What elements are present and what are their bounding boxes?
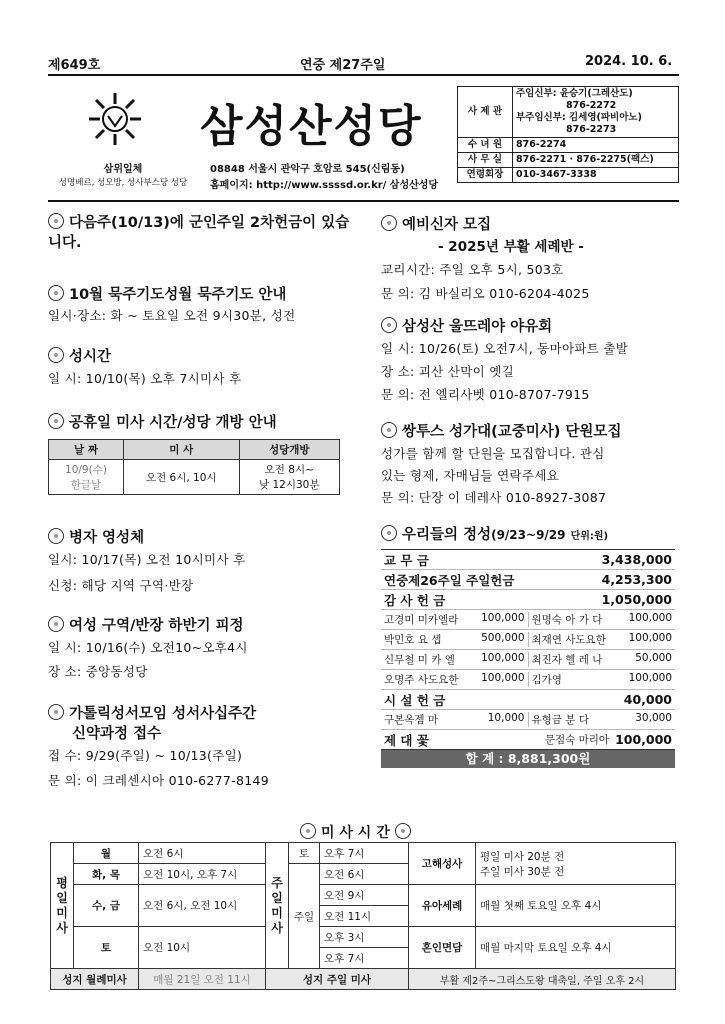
offering-label: 제 대 꽃 bbox=[384, 732, 429, 748]
holiday-name: 한글날 bbox=[70, 479, 102, 491]
shrine-sunday-text: 부활 제2주~그리스도왕 대축일, 주일 오후 2시 bbox=[409, 969, 676, 990]
confession-label: 고해성사 bbox=[409, 843, 476, 885]
contact-line: 876-2274 bbox=[513, 138, 679, 153]
confession-line: 주일 미사 30분 전 bbox=[480, 865, 565, 878]
bible-title: 가톨릭성서모임 성서사십주간 bbox=[48, 702, 256, 723]
parish-homepage: 홈페이지: http://www.ssssd.or.kr/ 삼성산성당 bbox=[210, 180, 439, 191]
bullet-icon bbox=[48, 616, 64, 632]
bullet-icon bbox=[48, 347, 64, 363]
ulttreya-line: 문 의: 전 엘리사벳 010-8707-7915 bbox=[381, 387, 590, 402]
parish-address: 08848 서울시 관악구 호암로 545(신림동) bbox=[210, 164, 405, 175]
offering-table bbox=[381, 549, 675, 768]
holiday-header: 성당개방 bbox=[239, 440, 339, 460]
offering-value: 100,000 bbox=[615, 732, 672, 747]
bullet-icon bbox=[381, 215, 397, 231]
weekday-mass-label: 평일미사 bbox=[51, 843, 74, 969]
contact-label: 수 녀 원 bbox=[458, 138, 513, 153]
sick-line: 신청: 해당 지역 구역·반장 bbox=[48, 578, 194, 593]
sunday-time: 오후 7시 bbox=[320, 948, 409, 969]
altar-donor: 문점숙 마리아 bbox=[544, 734, 610, 746]
sick-title: 병자 영성체 bbox=[48, 526, 144, 547]
sunday-mass-label: 주일미사 bbox=[266, 843, 289, 969]
offering-value: 40,000 bbox=[623, 692, 672, 707]
thanks-row: 박민호 요 셉 500,000 최재연 사도요한 100,000 bbox=[381, 630, 675, 650]
bullet-icon bbox=[48, 704, 64, 720]
monthly-mass-text: 매월 21일 오전 11시 bbox=[139, 969, 266, 990]
bullet-icon bbox=[48, 213, 64, 229]
infant-baptism-text: 매월 첫째 토요일 오후 4시 bbox=[476, 885, 676, 927]
bullet-icon bbox=[48, 528, 64, 544]
contact-table bbox=[457, 86, 679, 183]
ulttreya-line: 장 소: 괴산 산막이 옛길 bbox=[381, 364, 514, 379]
facility-row: 구본옥젬 마 10,000 유형금 분 다 30,000 bbox=[381, 710, 675, 730]
retreat-title: 여성 구역/반장 하반기 피정 bbox=[48, 614, 244, 635]
offering-label: 연중제26주일 주일헌금 bbox=[384, 572, 515, 588]
parish-motto: 삼위일체 bbox=[103, 164, 143, 175]
weekday-day: 수, 금 bbox=[74, 885, 139, 927]
weekday-time: 오전 6시 bbox=[139, 843, 266, 864]
bullet-icon bbox=[48, 285, 64, 301]
ulttreya-title: 삼성산 울뜨레야 야유회 bbox=[381, 315, 552, 336]
holy-hour-info: 일 시: 10/10(목) 오후 7시미사 후 bbox=[48, 371, 242, 386]
offering-label: 감 사 헌 금 bbox=[384, 592, 446, 608]
choir-line: 성가를 함께 할 단원을 모집합니다. 관심 bbox=[381, 446, 605, 461]
rosary-title: 10월 묵주기도성월 묵주기도 안내 bbox=[48, 283, 286, 304]
offering-total: 합 계 : 8,881,300원 bbox=[381, 750, 675, 768]
thanks-row: 고경미 미카엘라 100,000 원명숙 아 가 다 100,000 bbox=[381, 610, 675, 630]
notice-military-sunday: 다음주(10/13)에 군인주일 2차헌금이 있습니다. bbox=[48, 215, 350, 251]
thanks-row: 오명주 사도요한 100,000 김가영 100,000 bbox=[381, 670, 675, 690]
sunday-time: 오전 6시 bbox=[320, 864, 409, 885]
holiday-open: 오전 8시~ bbox=[264, 464, 314, 476]
choir-title: 쌍투스 성가대(교중미사) 단원모집 bbox=[381, 420, 621, 441]
holiday-header: 미 사 bbox=[124, 440, 240, 460]
saturday-time: 오후 7시 bbox=[320, 843, 409, 864]
contact-label: 연령회장 bbox=[458, 168, 513, 183]
catechumen-line: 문 의: 김 바실리오 010-6204-4025 bbox=[381, 286, 590, 301]
holiday-table bbox=[48, 439, 340, 495]
holiday-open: 낮 12시30분 bbox=[259, 479, 320, 491]
offering-label: 교 무 금 bbox=[384, 552, 429, 568]
weekday-day: 화, 목 bbox=[74, 864, 139, 885]
header-rule bbox=[48, 74, 679, 76]
contact-line: 876-2273 bbox=[566, 124, 617, 135]
contact-label: 사 제 관 bbox=[458, 87, 513, 138]
retreat-line: 장 소: 중앙동성당 bbox=[48, 664, 148, 679]
offering-label: 시 설 헌 금 bbox=[384, 692, 446, 708]
catechumen-title: 예비신자 모집 bbox=[381, 213, 491, 234]
weekday-time: 오전 10시, 오후 7시 bbox=[139, 864, 266, 885]
offering-value: 3,438,000 bbox=[601, 552, 672, 567]
contact-label: 사 무 실 bbox=[458, 153, 513, 168]
bulletin-date: 2024. 10. 6. bbox=[585, 54, 673, 69]
bullet-icon bbox=[381, 422, 397, 438]
holiday-title: 공휴일 미사 시간/성당 개방 안내 bbox=[48, 411, 277, 432]
holiday-header: 날 짜 bbox=[49, 440, 124, 460]
bible-line: 문 의: 이 크레센시아 010-6277-8149 bbox=[48, 773, 270, 788]
bullet-icon bbox=[381, 317, 397, 333]
weekday-day: 토 bbox=[74, 927, 139, 969]
confession-line: 평일 미사 20분 전 bbox=[480, 850, 565, 863]
holiday-mass: 오전 6시, 10시 bbox=[124, 460, 240, 495]
bullet-icon bbox=[300, 823, 316, 839]
offering-value: 4,253,300 bbox=[601, 572, 672, 587]
marriage-text: 매월 마지막 토요일 오후 4시 bbox=[476, 927, 676, 969]
choir-line: 있는 형제, 자매님들 연락주세요 bbox=[381, 468, 559, 483]
retreat-line: 일 시: 10/16(수) 오전10~오후4시 bbox=[48, 640, 248, 655]
sunday-time: 오전 9시 bbox=[320, 885, 409, 906]
bullet-icon bbox=[48, 413, 64, 429]
bible-line: 접 수: 9/29(주일) ~ 10/13(주일) bbox=[48, 748, 243, 763]
bible-subtitle: 신약과정 접수 bbox=[72, 726, 162, 742]
monthly-mass-label: 성지 월례미사 bbox=[51, 969, 139, 990]
offering-title: 우리들의 정성(9/23~9/29 단위:원) bbox=[381, 523, 608, 544]
offering-value: 1,050,000 bbox=[601, 592, 672, 607]
shrine-sunday-label: 성지 주일 미사 bbox=[266, 969, 409, 990]
contact-line: 010-3467-3338 bbox=[513, 168, 679, 183]
mass-times-table bbox=[50, 842, 676, 990]
contact-line: 876-2271 · 876-2275(팩스) bbox=[513, 153, 679, 168]
weekday-time: 오전 10시 bbox=[139, 927, 266, 969]
sunday-time: 오전 11시 bbox=[320, 906, 409, 927]
choir-line: 문 의: 단장 이 데레사 010-8927-3087 bbox=[381, 490, 607, 505]
holy-hour-title: 성시간 bbox=[48, 345, 111, 366]
rosary-info: 일시·장소: 화 ~ 토요일 오전 9시30분, 성전 bbox=[48, 308, 296, 323]
weekday-day: 월 bbox=[74, 843, 139, 864]
liturgical-week: 연중 제27주일 bbox=[300, 58, 386, 73]
bullet-icon bbox=[381, 525, 397, 541]
thanks-row: 신무철 미 카 엘 100,000 최진자 헬 레 나 50,000 bbox=[381, 650, 675, 670]
infant-baptism-label: 유아세례 bbox=[409, 885, 476, 927]
mass-times-title: 미 사 시 간 bbox=[300, 822, 416, 842]
parish-logo-icon bbox=[88, 92, 142, 146]
bullet-icon bbox=[395, 823, 411, 839]
marriage-label: 혼인면담 bbox=[409, 927, 476, 969]
contact-line: 부주임신부: 김세영(파비아노) bbox=[516, 112, 642, 123]
sick-line: 일시: 10/17(목) 오전 10시미사 후 bbox=[48, 552, 246, 567]
weekday-time: 오전 6시, 오전 10시 bbox=[139, 885, 266, 927]
catechumen-line: 교리시간: 주일 오후 5시, 503호 bbox=[381, 262, 564, 277]
sunday-time: 오후 3시 bbox=[320, 927, 409, 948]
ulttreya-line: 일 시: 10/26(토) 오전7시, 동마아파트 출발 bbox=[381, 341, 629, 356]
holiday-date: 10/9(수) bbox=[65, 464, 107, 476]
sunday-label: 주일 bbox=[289, 864, 320, 969]
contact-line: 876-2272 bbox=[566, 100, 617, 111]
saturday-label: 토 bbox=[289, 843, 320, 864]
parish-patrons: 성명베르, 성모방, 성사부스당 성당 bbox=[58, 178, 188, 188]
catechumen-subtitle: - 2025년 부활 세례반 - bbox=[438, 239, 584, 255]
header-bottom-rule bbox=[48, 200, 679, 202]
contact-line: 주임신부: 윤승기(그레산도) bbox=[516, 88, 633, 99]
issue-number: 제649호 bbox=[48, 58, 101, 73]
parish-title: 삼성산성당 bbox=[200, 101, 423, 152]
